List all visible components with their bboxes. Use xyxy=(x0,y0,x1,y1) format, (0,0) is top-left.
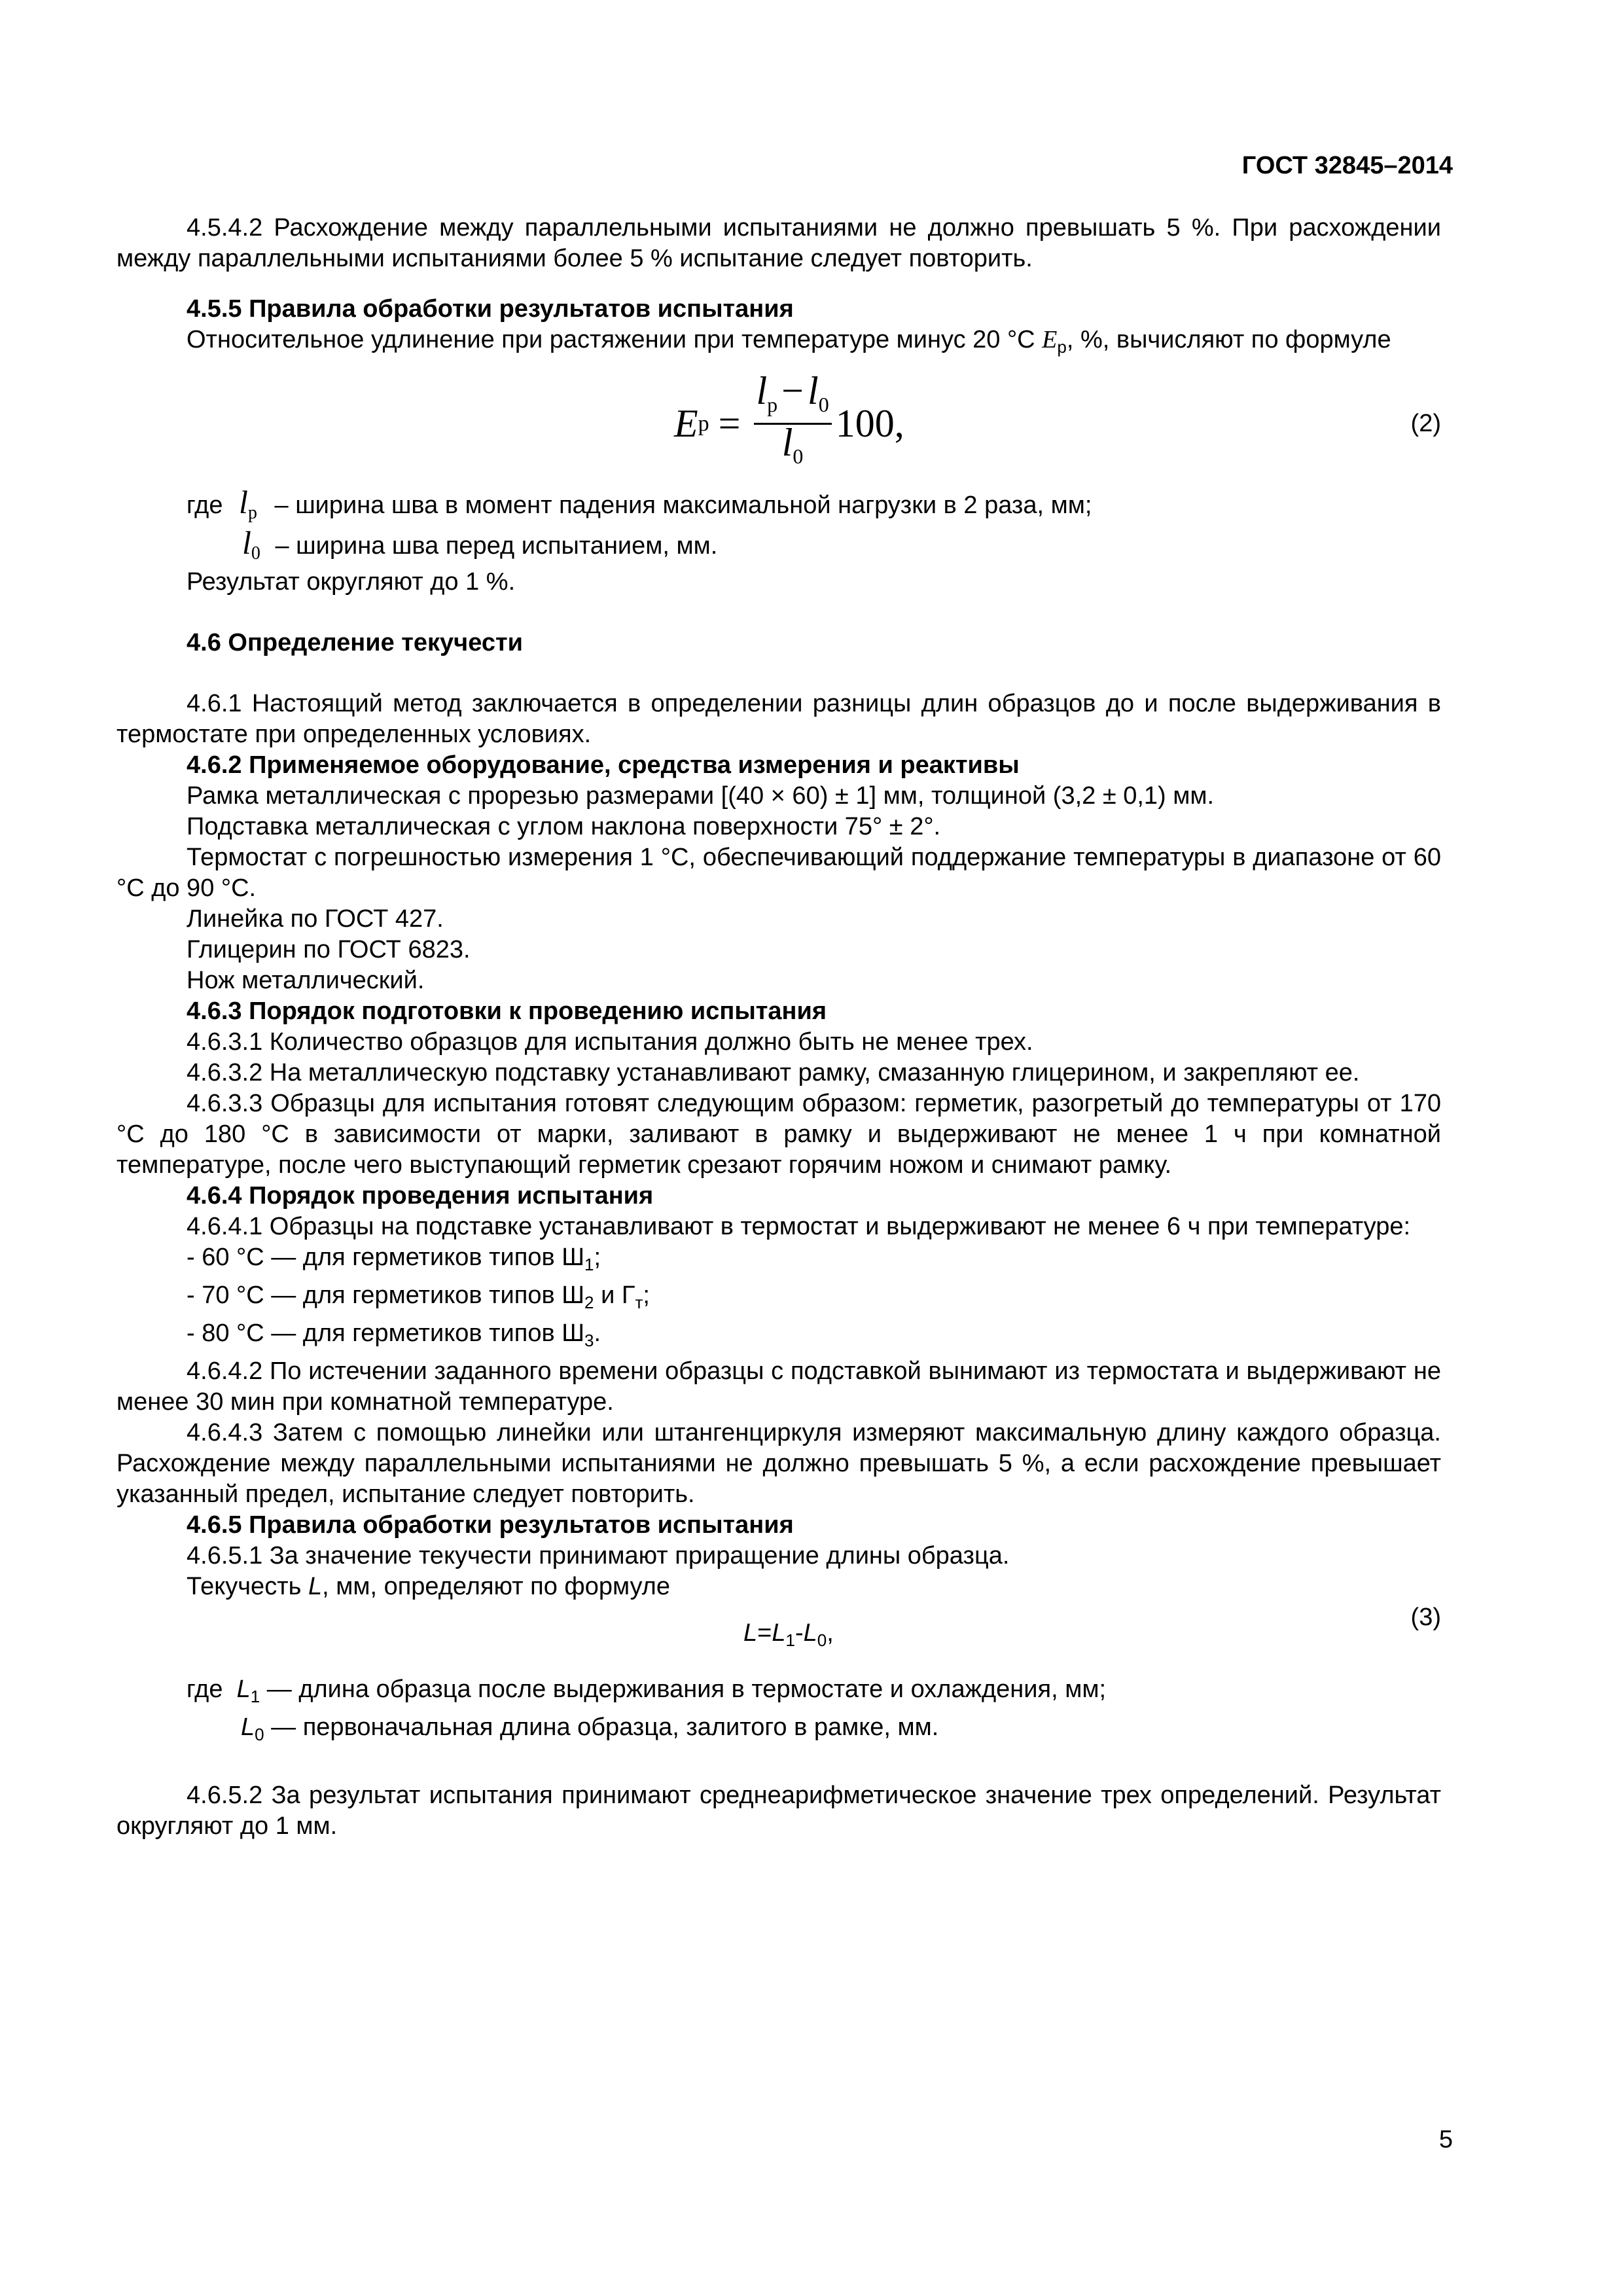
equipment-item: Линейка по ГОСТ 427. xyxy=(187,905,444,933)
equipment-item: Рамка металлическая с прорезью размерами [(40 × 60) ± 1] мм, толщиной (3,2 ± 0,1) мм. xyxy=(187,782,1215,810)
fraction: $\frac{l_р - l_0}{l_0}$ xyxy=(754,376,832,472)
paragraph-4-6-5-2: 4.6.5.2 За результат испытания принимают среднеарифметическое значение трех определений. Результат округляют до 1 мм. xyxy=(116,1782,1441,1840)
paragraph-4-6-3-3: 4.6.3.3 Образцы для испытания готовят следующим образом: герметик, разогретый до температуры от 170 °С до 180 °С в зависимости от марки, заливают в рамку и выдерживают не менее 1 ч при комнатной температуре, после чего выступающий герметик срезают горячим ножом и снимают рамку. xyxy=(116,1090,1441,1179)
heading-4-6-2: 4.6.2 Применяемое оборудование, средства измерения и реактивы xyxy=(187,751,1020,779)
page-content xyxy=(116,213,1441,1842)
rounding-note-percent: Результат округляют до 1 %. xyxy=(187,568,516,596)
paragraph-4-6-3-1: 4.6.3.1 Количество образцов для испытания должно быть не менее трех. xyxy=(187,1028,1033,1056)
temperature-item: - 60 °С — для герметиков типов $Ш_1$; xyxy=(187,1244,601,1274)
equipment-item: Глицерин по ГОСТ 6823. xyxy=(187,936,471,963)
definition-L1: где $L_1$ — длина образца после выдерживания в термостате и охлаждения, мм; xyxy=(187,1676,1107,1706)
document-code-header: ГОСТ 32845–2014 xyxy=(1241,152,1453,179)
paragraph-4-6-3-2: 4.6.3.2 На металлическую подставку устанавливают рамку, смазанную глицерином, и закрепляют ее. xyxy=(187,1059,1360,1086)
formula-2: E р = $\frac{l_р - l_0}{l_0}$ 100, (2) xyxy=(116,363,1441,487)
paragraph-4-6-5-1: 4.6.5.1 За значение текучести принимают приращение длины образца. xyxy=(187,1542,1010,1570)
equation-number-2: (2) xyxy=(1410,410,1441,437)
paragraph-4-6-4-2: 4.6.4.2 По истечении заданного времени образцы с подставкой вынимают из термостата и выдерживают не менее 30 мин при комнатной температуре. xyxy=(116,1357,1441,1416)
heading-4-6: 4.6 Определение текучести xyxy=(187,629,523,656)
paragraph-flow-formula-intro: Текучесть L, мм, определяют по формуле xyxy=(187,1573,670,1600)
definition-lp: где $l_р$ – ширина шва в момент падения максимальной нагрузки в 2 раза, мм; xyxy=(187,484,1092,523)
equipment-item: Термостат с погрешностью измерения 1 °С, обеспечивающий поддержание температуры в диапазоне от 60 °С до 90 °С. xyxy=(116,844,1441,902)
heading-4-6-3: 4.6.3 Порядок подготовки к проведению испытания xyxy=(187,997,827,1025)
equipment-item: Подставка металлическая с углом наклона поверхности 75° ± 2°. xyxy=(187,813,941,840)
formula-3 xyxy=(116,1602,1441,1661)
temperature-item: - 70 °С — для герметиков типов $Ш_2$ и $Г_т$; xyxy=(187,1282,650,1312)
paragraph-4-5-4-2: 4.5.4.2 Расхождение между параллельными испытаниями не должно превышать 5 %. При расхождении между параллельными испытаниями более 5 % испытание следует повторить. xyxy=(116,214,1441,272)
heading-4-6-4: 4.6.4 Порядок проведения испытания xyxy=(187,1182,654,1210)
temperature-item: - 80 °С — для герметиков типов $Ш_3$. xyxy=(187,1319,601,1350)
definition-L0: $L_0$ — первоначальная длина образца, залитого в рамке, мм. xyxy=(241,1713,939,1744)
formula-3-expression: $L=L_1-L_0$, xyxy=(743,1619,834,1650)
paragraph-4-6-4-3: 4.6.4.3 Затем с помощью линейки или штангенциркуля измеряют максимальную длину каждого образца. Расхождение между параллельными испытаниями не должно превышать 5 %, а если расхождение превышает указанный предел, испытание следует повторить. xyxy=(116,1419,1441,1508)
paragraph-4-6-4-1: 4.6.4.1 Образцы на подставке устанавливают в термостат и выдерживают не менее 6 ч при температуре: xyxy=(187,1213,1411,1240)
heading-4-5-5: 4.5.5 Правила обработки результатов испытания xyxy=(187,295,794,323)
page-number: 5 xyxy=(1438,2126,1453,2153)
paragraph-4-6-1: 4.6.1 Настоящий метод заключается в определении разницы длин образцов до и после выдерживания в термостате при определенных условиях. xyxy=(116,690,1441,748)
paragraph-4-5-5: Относительное удлинение при растяжении при температуре минус 20 °С $E_р$, %, вычисляют по формуле xyxy=(187,326,1391,357)
definition-l0: $l_0$ – ширина шва перед испытанием, мм. xyxy=(242,524,718,564)
equipment-item: Нож металлический. xyxy=(187,967,425,994)
heading-4-6-5: 4.6.5 Правила обработки результатов испытания xyxy=(187,1511,794,1539)
equation-number-3: (3) xyxy=(1410,1604,1441,1631)
